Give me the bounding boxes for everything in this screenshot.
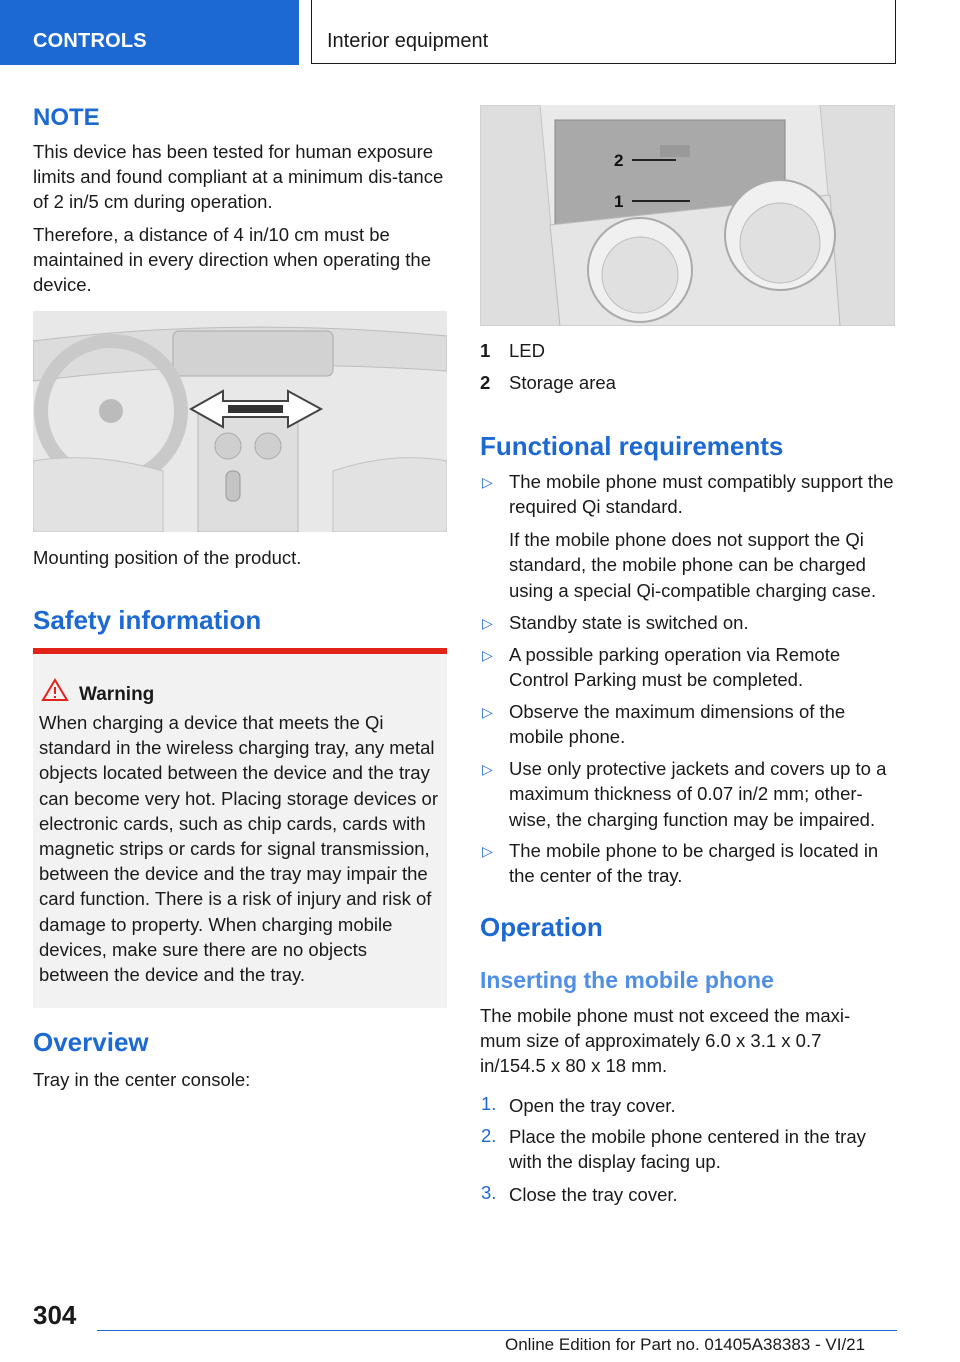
step-text: Open the tray cover. <box>509 1095 676 1116</box>
triangle-right-icon: ▷ <box>482 704 493 720</box>
triangle-right-icon: ▷ <box>482 615 493 631</box>
note-paragraph-1: This device has been tested for human exposure limits and found compliant at a minimum dis-tance of 2 in/5 cm during operation. <box>33 141 444 212</box>
footer-rule <box>97 1330 897 1331</box>
dashboard-drawing <box>33 311 447 532</box>
overview-heading: Overview <box>33 1027 149 1057</box>
tray-illustration <box>480 105 895 326</box>
step-text: Place the mobile phone centered in the tray with the display facing up. <box>509 1126 866 1173</box>
callout-1: 1 <box>614 192 624 211</box>
header-chapter-label: Interior equipment <box>327 30 489 52</box>
triangle-right-icon: ▷ <box>482 647 493 663</box>
header-chapter-box <box>311 0 896 64</box>
list-item: The mobile phone to be charged is located in the center of the tray. <box>509 840 879 887</box>
dashboard-illustration <box>33 311 447 532</box>
operation-heading: Operation <box>480 912 603 942</box>
operation-subheading: Inserting the mobile phone <box>480 967 774 993</box>
legend-num: 2 <box>480 372 491 393</box>
warning-triangle-icon <box>41 678 69 702</box>
triangle-right-icon: ▷ <box>482 843 493 859</box>
header-section-tab <box>0 0 299 65</box>
list-item: Standby state is switched on. <box>509 612 749 633</box>
legend-label: Storage area <box>509 372 616 393</box>
functional-heading: Functional requirements <box>480 431 784 461</box>
warning-box <box>33 648 447 1008</box>
list-item-note: If the mobile phone does not support the Qi standard, the mobile phone can be charged using a special Qi-compatible charging case. <box>509 529 877 601</box>
safety-heading: Safety information <box>33 605 262 635</box>
callout-2: 2 <box>614 151 624 170</box>
note-paragraph-2: Therefore, a distance of 4 in/10 cm must be maintained in every direction when operating the device. <box>33 224 431 295</box>
step-number: 1. <box>481 1093 497 1114</box>
legend-label: LED <box>509 340 545 361</box>
triangle-right-icon: ▷ <box>482 474 493 490</box>
header-section-label: CONTROLS <box>33 30 147 52</box>
warning-text: When charging a device that meets the Qi standard in the wireless charging tray, any metal objects located between the device and the tray can become very hot. Placing storage devices or electronic cards, such as chip cards, cards with magnetic strips or cards for signal transmission, between the device and the tray may impair the card function. There is a risk of injury and risk of damage to property. When charging mobile devices, make sure there are no objects between the device and the tray. <box>39 712 438 986</box>
step-number: 3. <box>481 1182 497 1203</box>
operation-intro: The mobile phone must not exceed the maxi-mum size of approximately 6.0 x 3.1 x 0.7 in/154.5 x 80 x 18 mm. <box>480 1005 851 1076</box>
warning-title: Warning <box>79 684 155 705</box>
note-heading: NOTE <box>33 104 100 131</box>
tray-drawing <box>480 105 895 326</box>
mounting-caption: Mounting position of the product. <box>33 547 302 568</box>
triangle-right-icon: ▷ <box>482 761 493 777</box>
step-text: Close the tray cover. <box>509 1184 678 1205</box>
list-item: A possible parking operation via Remote Control Parking must be completed. <box>509 644 841 691</box>
list-item: Observe the maximum dimensions of the mobile phone. <box>509 701 846 748</box>
step-number: 2. <box>481 1125 497 1146</box>
list-item: Use only protective jackets and covers up to a maximum thickness of 0.07 in/2 mm; other-wise, the charging function may be impaired. <box>509 758 887 830</box>
overview-text: Tray in the center console: <box>33 1069 251 1090</box>
list-item: The mobile phone must compatibly support the required Qi standard. <box>509 471 894 518</box>
legend-num: 1 <box>480 340 491 361</box>
page-number: 304 <box>33 1300 77 1330</box>
footer-edition: Online Edition for Part no. 01405A38383 - VI/21 <box>505 1335 866 1354</box>
